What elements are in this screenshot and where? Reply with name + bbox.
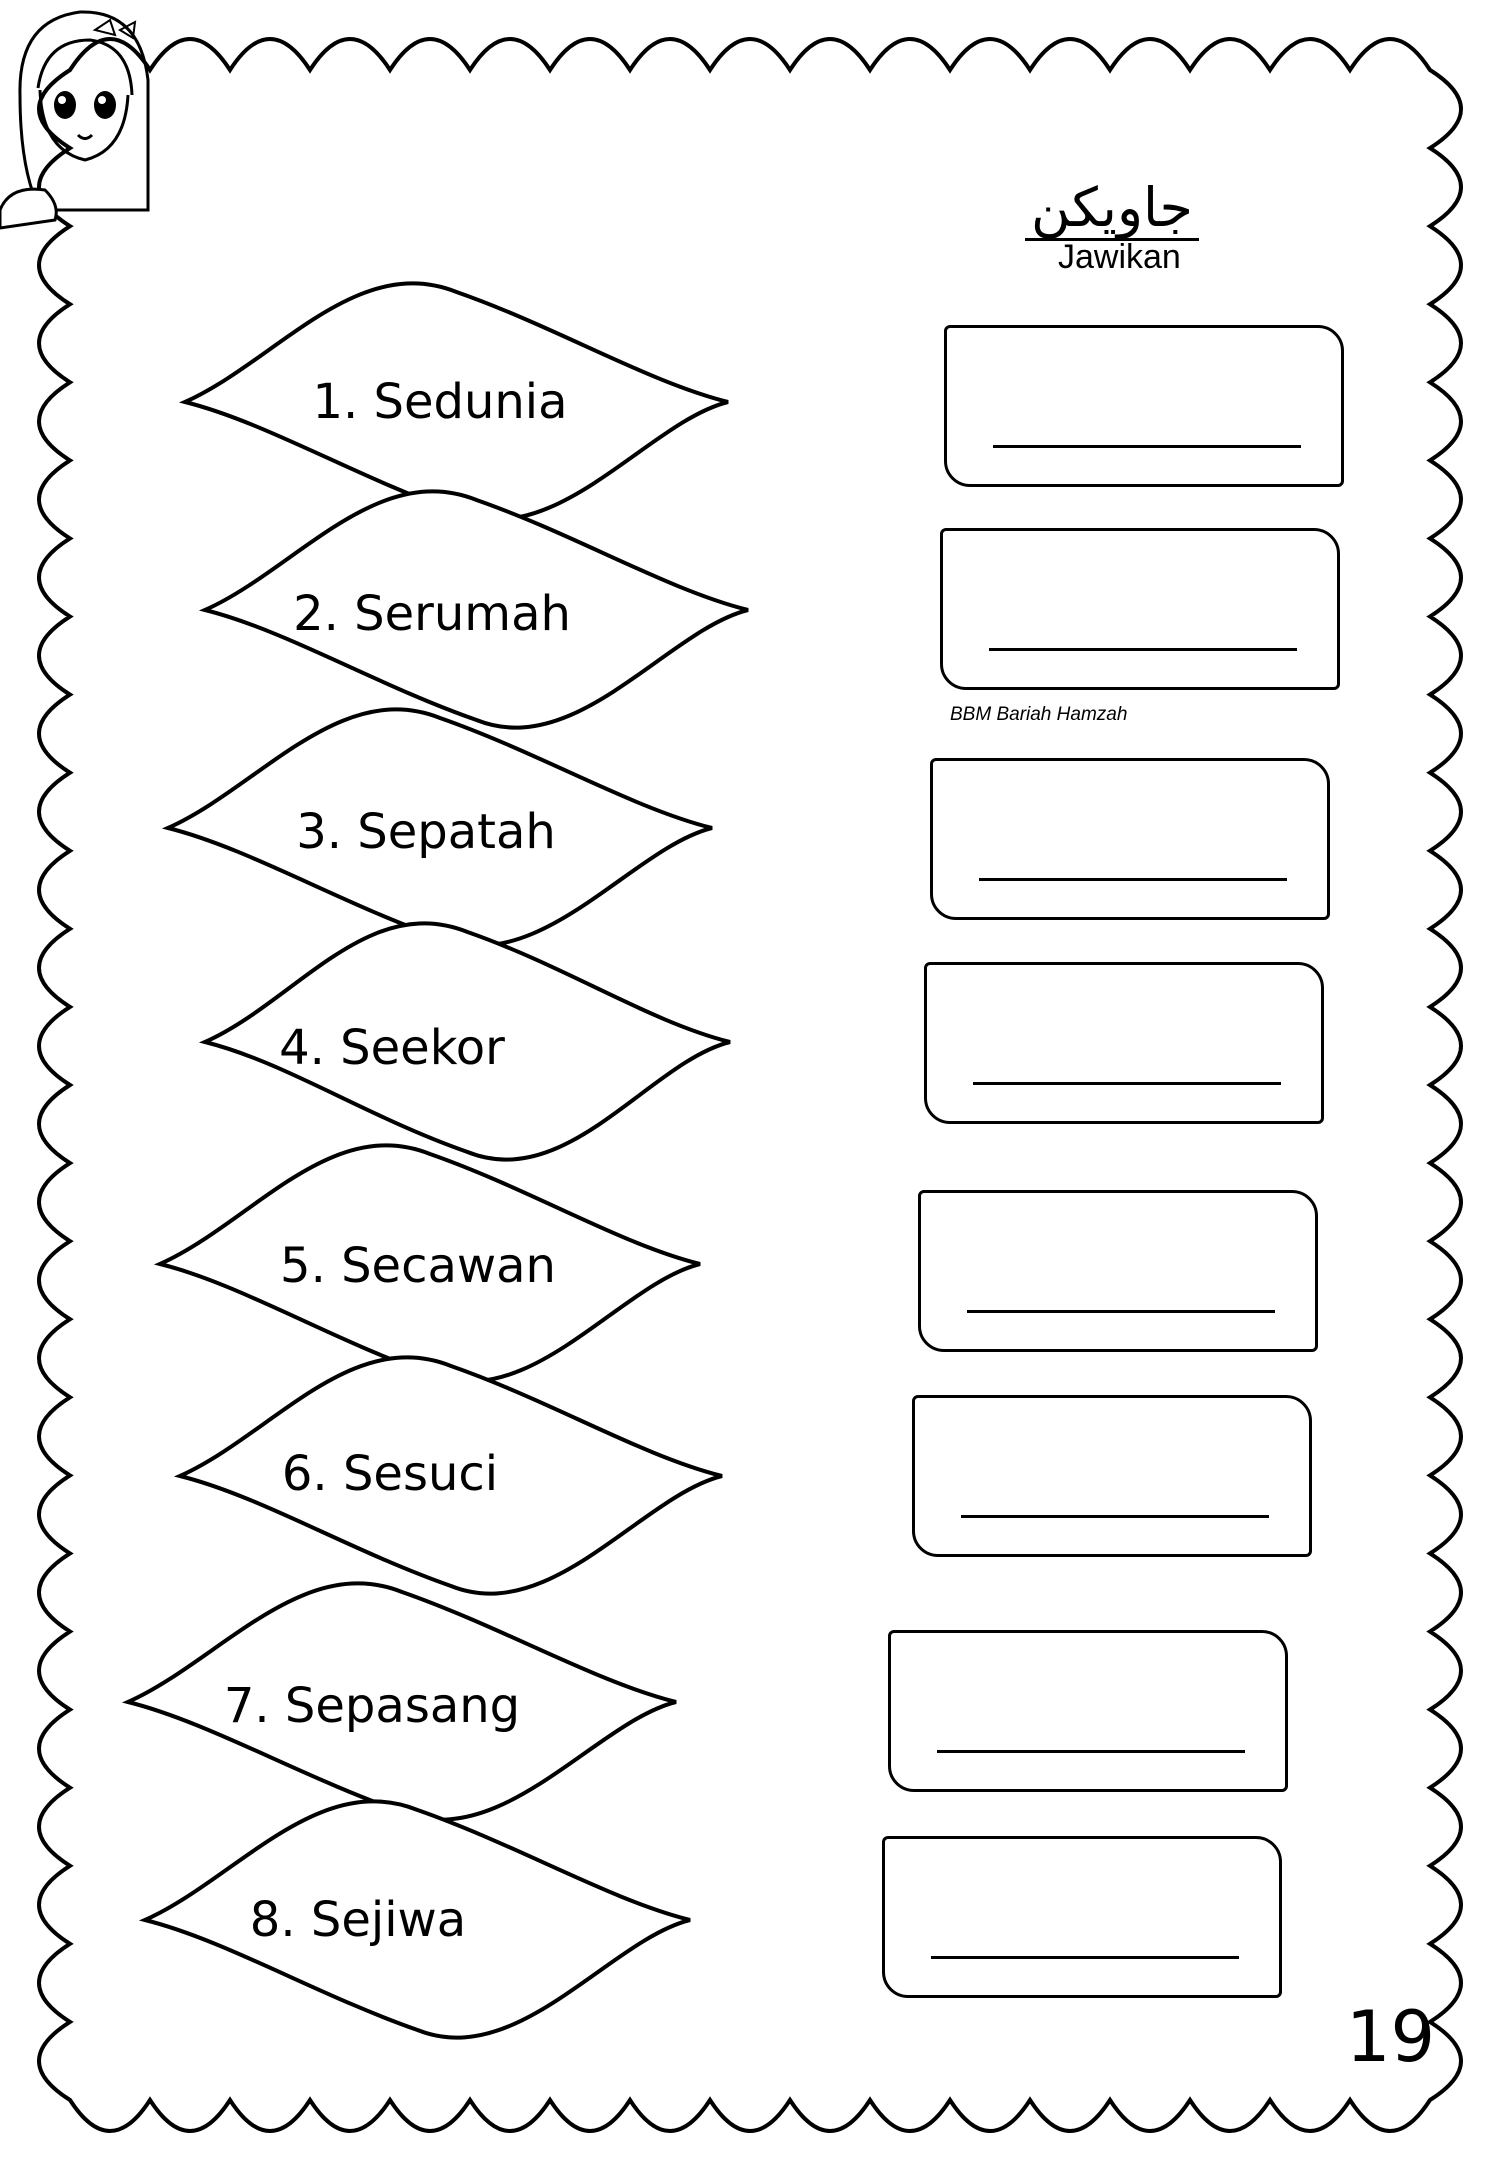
title-latin: Jawikan [1058,238,1181,276]
answer-box-2[interactable] [940,528,1340,690]
answer-box-6[interactable] [912,1395,1312,1557]
leaf-label-5: 5. Secawan [280,1238,556,1294]
title-jawi: جاويكن [1025,178,1199,241]
answer-line[interactable] [931,1956,1239,1959]
leaf-label-2: 2. Serumah [293,586,571,642]
answer-line[interactable] [967,1310,1275,1313]
answer-line[interactable] [979,878,1287,881]
leaf-label-8: 8. Sejiwa [249,1892,467,1948]
leaf-label-7: 7. Sepasang [223,1678,521,1734]
leaf-label-6: 6. Sesuci [281,1446,499,1502]
answer-line[interactable] [989,648,1297,651]
answer-box-3[interactable] [930,758,1330,920]
credit-text: BBM Bariah Hamzah [950,704,1128,725]
page-number: 19 [1346,1996,1436,2078]
answer-line[interactable] [937,1750,1245,1753]
leaf-label-4: 4. Seekor [279,1020,505,1076]
hijab-girl-mascot-icon [0,0,150,230]
leaf-label-1: 1. Sedunia [312,374,568,430]
answer-box-7[interactable] [888,1630,1288,1792]
answer-box-4[interactable] [924,962,1324,1124]
answer-line[interactable] [961,1515,1269,1518]
answer-box-1[interactable] [944,325,1344,487]
leaf-label-3: 3. Sepatah [296,804,556,860]
answer-box-8[interactable] [882,1836,1282,1998]
answer-box-5[interactable] [918,1190,1318,1352]
answer-line[interactable] [993,445,1301,448]
answer-line[interactable] [973,1082,1281,1085]
